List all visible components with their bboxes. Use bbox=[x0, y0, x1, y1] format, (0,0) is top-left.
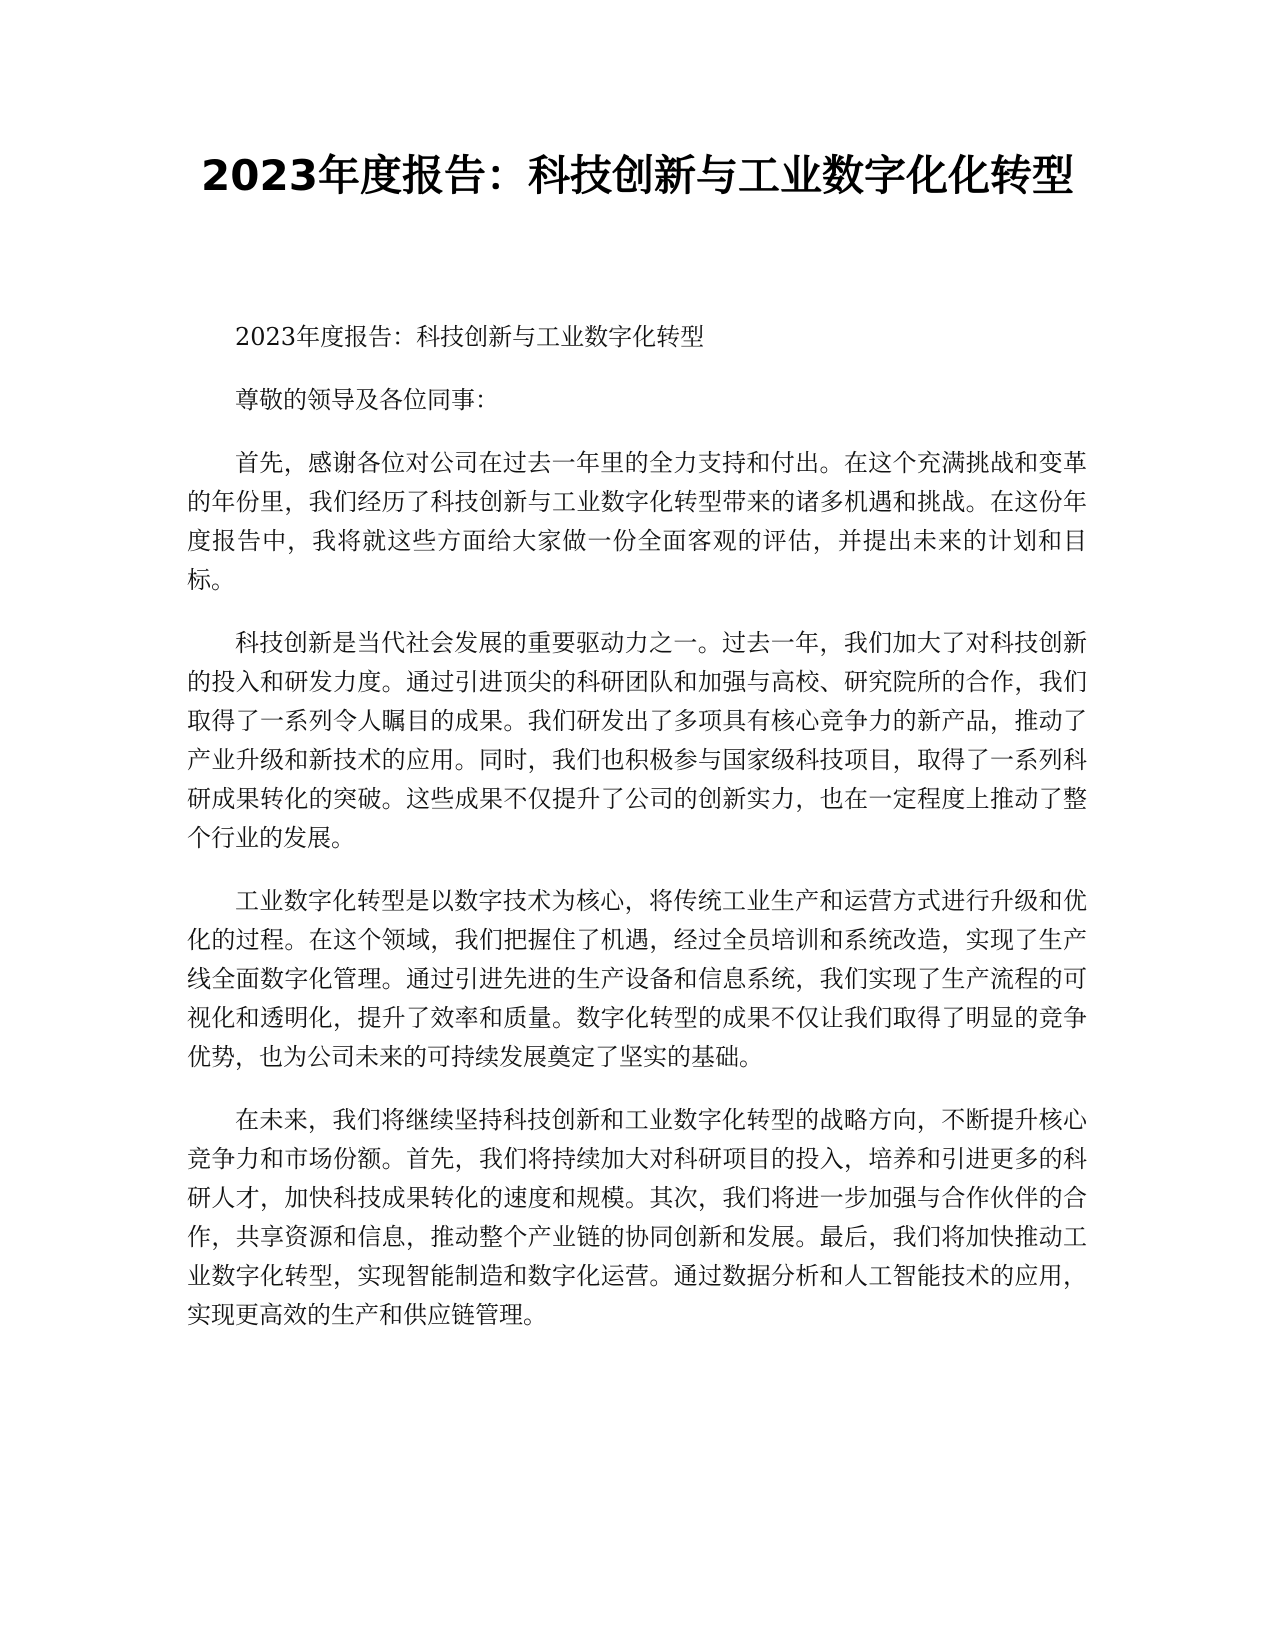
paragraph-subtitle: 2023年度报告：科技创新与工业数字化转型 bbox=[235, 323, 705, 351]
document-body bbox=[187, 318, 1087, 1359]
paragraph-salutation: 尊敬的领导及各位同事： bbox=[235, 386, 499, 414]
paragraph-digital-transformation: 工业数字化转型是以数字技术为核心，将传统工业生产和运营方式进行升级和优化的过程。在这个领域，我们把握住了机遇，经过全员培训和系统改造，实现了生产线全面数字化管理。通过引进先进的生产设备和信息系统，我们实现了生产流程的可视化和透明化，提升了效率和质量。数字化转型的成果不仅让我们取得了明显的竞争优势，也为公司未来的可持续发展奠定了坚实的基础。 bbox=[187, 887, 1087, 1071]
paragraph-intro: 首先，感谢各位对公司在过去一年里的全力支持和付出。在这个充满挑战和变革的年份里，我们经历了科技创新与工业数字化转型带来的诸多机遇和挑战。在这份年度报告中，我将就这些方面给大家做一份全面客观的评估，并提出未来的计划和目标。 bbox=[187, 449, 1087, 594]
paragraph-future-plans: 在未来，我们将继续坚持科技创新和工业数字化转型的战略方向，不断提升核心竞争力和市场份额。首先，我们将持续加大对科研项目的投入，培养和引进更多的科研人才，加快科技成果转化的速度和规模。其次，我们将进一步加强与合作伙伴的合作，共享资源和信息，推动整个产业链的协同创新和发展。最后，我们将加快推动工业数字化转型，实现智能制造和数字化运营。通过数据分析和人工智能技术的应用，实现更高效的生产和供应链管理。 bbox=[187, 1106, 1087, 1329]
document-title: 2023年度报告：科技创新与工业数字化化转型 bbox=[201, 151, 1074, 200]
paragraph-innovation: 科技创新是当代社会发展的重要驱动力之一。过去一年，我们加大了对科技创新的投入和研发力度。通过引进顶尖的科研团队和加强与高校、研究院所的合作，我们取得了一系列令人瞩目的成果。我们研发出了多项具有核心竞争力的新产品，推动了产业升级和新技术的应用。同时，我们也积极参与国家级科技项目，取得了一系列科研成果转化的突破。这些成果不仅提升了公司的创新实力，也在一定程度上推动了整个行业的发展。 bbox=[187, 629, 1087, 852]
